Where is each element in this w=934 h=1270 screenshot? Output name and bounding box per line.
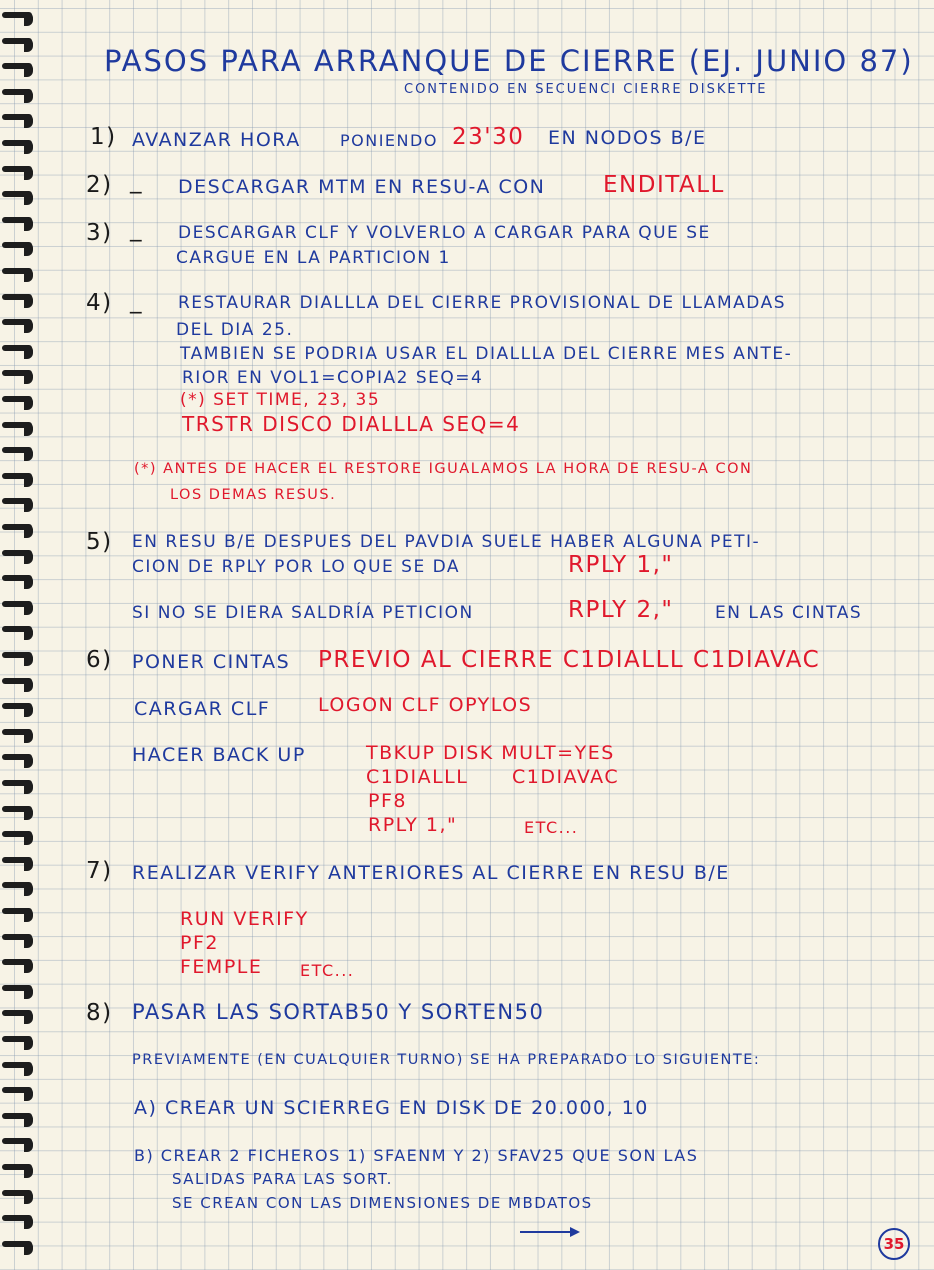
step-4-trstr: TRSTR DISCO DIALLLA SEQ=4 xyxy=(182,412,521,436)
spiral-coil xyxy=(2,10,40,24)
step-5-number: 5) xyxy=(86,529,113,555)
spiral-coil xyxy=(2,292,40,306)
step-8-text-e: SALIDAS PARA LAS SORT. xyxy=(172,1170,393,1188)
step-6-etc: ETC... xyxy=(524,818,579,837)
step-5-reply-2: RPLY 2," xyxy=(568,597,674,623)
spiral-coil xyxy=(2,1085,40,1099)
step-4-note-a: (*) ANTES DE HACER EL RESTORE IGUALAMOS LA HORA DE RESU-A CON xyxy=(134,461,753,477)
step-1-text-a: AVANZAR HORA xyxy=(132,129,301,151)
step-6-text-a: PONER CINTAS xyxy=(132,651,291,673)
step-6-c1diavac: C1DIAVAC xyxy=(512,766,620,788)
step-7-femple: FEMPLE xyxy=(180,956,263,978)
spiral-coil xyxy=(2,215,40,229)
step-3-text-a: DESCARGAR CLF Y VOLVERLO A CARGAR PARA QUE SE xyxy=(178,223,711,243)
step-3-dash: _ xyxy=(130,216,143,242)
spiral-coil xyxy=(2,522,40,536)
step-7-run-verify: RUN VERIFY xyxy=(180,908,309,930)
step-8-number: 8) xyxy=(86,1000,113,1026)
spiral-coil xyxy=(2,138,40,152)
step-3-number: 3) xyxy=(86,220,113,246)
spiral-coil xyxy=(2,599,40,613)
step-8-text-c: A) CREAR UN SCIERREG EN DISK DE 20.000, 10 xyxy=(134,1097,649,1119)
step-8-text-b: PREVIAMENTE (EN CUALQUIER TURNO) SE HA PREPARADO LO SIGUIENTE: xyxy=(132,1052,761,1068)
step-5-text-d: SI NO SE DIERA SALDRÍA PETICION xyxy=(132,603,474,623)
step-2-text-a: DESCARGAR MTM EN RESU-A CON xyxy=(178,176,546,198)
spiral-coil xyxy=(2,676,40,690)
spiral-coil xyxy=(2,317,40,331)
step-4-set-time: (*) SET TIME, 23, 35 xyxy=(180,390,381,410)
spiral-coil xyxy=(2,164,40,178)
spiral-coil xyxy=(2,752,40,766)
spiral-coil xyxy=(2,1136,40,1150)
spiral-coil xyxy=(2,112,40,126)
right-arrow-icon xyxy=(518,1224,582,1240)
spiral-coil xyxy=(2,855,40,869)
step-4-text-a: RESTAURAR DIALLLA DEL CIERRE PROVISIONAL DE LLAMADAS xyxy=(178,293,787,313)
step-4-number: 4) xyxy=(86,290,113,316)
spiral-coil xyxy=(2,266,40,280)
spiral-coil xyxy=(2,61,40,75)
spiral-coil xyxy=(2,1060,40,1074)
step-6-reply: RPLY 1," xyxy=(368,814,458,836)
spiral-coil xyxy=(2,36,40,50)
spiral-coil xyxy=(2,957,40,971)
spiral-coil xyxy=(2,1008,40,1022)
step-4-dash: _ xyxy=(130,288,143,314)
spiral-coil xyxy=(2,420,40,434)
step-6-c1diallll: C1DIALLL xyxy=(366,766,469,788)
spiral-coil xyxy=(2,368,40,382)
spiral-coil xyxy=(2,804,40,818)
step-6-number: 6) xyxy=(86,647,113,673)
spiral-binding xyxy=(0,0,46,1270)
step-5-text-b: CION DE RPLY POR LO QUE SE DA xyxy=(132,557,461,577)
step-4-text-d: RIOR EN VOL1=COPIA2 SEQ=4 xyxy=(182,368,484,388)
step-1-number: 1) xyxy=(90,124,117,150)
spiral-coil xyxy=(2,1111,40,1125)
spiral-coil xyxy=(2,573,40,587)
step-7-pf2: PF2 xyxy=(180,932,219,954)
spiral-coil xyxy=(2,983,40,997)
step-6-pf8: PF8 xyxy=(368,790,407,812)
spiral-coil xyxy=(2,829,40,843)
step-2-dash: _ xyxy=(130,168,143,194)
step-5-text-a: EN RESU B/E DESPUES DEL PAVDIA SUELE HABER ALGUNA PETI- xyxy=(132,532,761,552)
spiral-coil xyxy=(2,1213,40,1227)
spiral-coil xyxy=(2,496,40,510)
spiral-coil xyxy=(2,394,40,408)
step-8-text-a: PASAR LAS SORTAB50 Y SORTEN50 xyxy=(132,1000,545,1024)
step-1-text-d: EN NODOS B/E xyxy=(548,127,707,149)
spiral-coil xyxy=(2,1034,40,1048)
step-6-tbkup: TBKUP DISK MULT=YES xyxy=(366,742,615,764)
spiral-coil xyxy=(2,343,40,357)
step-1-value: 23'30 xyxy=(452,124,525,150)
spiral-coil xyxy=(2,932,40,946)
step-6-text-c: CARGAR CLF xyxy=(134,698,271,720)
step-5-text-f: EN LAS CINTAS xyxy=(715,603,863,623)
spiral-coil xyxy=(2,778,40,792)
spiral-coil xyxy=(2,701,40,715)
step-6-text-e: HACER BACK UP xyxy=(132,744,306,766)
step-7-number: 7) xyxy=(86,858,113,884)
step-4-text-c: TAMBIEN SE PODRIA USAR EL DIALLLA DEL CIERRE MES ANTE- xyxy=(180,344,793,364)
step-1-text-b: PONIENDO xyxy=(340,131,438,150)
step-4-note-b: LOS DEMAS RESUS. xyxy=(170,487,337,503)
step-7-text-a: REALIZAR VERIFY ANTERIORES AL CIERRE EN RESU B/E xyxy=(132,862,730,884)
spiral-coil xyxy=(2,650,40,664)
spiral-coil xyxy=(2,624,40,638)
spiral-coil xyxy=(2,189,40,203)
step-8-text-f: SE CREAN CON LAS DIMENSIONES DE MBDATOS xyxy=(172,1194,593,1212)
step-7-etc: ETC... xyxy=(300,961,355,980)
spiral-coil xyxy=(2,240,40,254)
spiral-coil xyxy=(2,1239,40,1253)
step-2-number: 2) xyxy=(86,172,113,198)
page-title: PASOS PARA ARRANQUE DE CIERRE (EJ. JUNIO 87) xyxy=(104,44,914,78)
page-number: 35 xyxy=(878,1228,910,1260)
page-subtitle: CONTENIDO EN SECUENCI CIERRE DISKETTE xyxy=(404,82,768,97)
step-2-command: ENDITALL xyxy=(603,172,725,198)
spiral-coil xyxy=(2,87,40,101)
step-4-text-b: DEL DIA 25. xyxy=(176,320,294,340)
step-6-tapes: PREVIO AL CIERRE C1DIALLL C1DIAVAC xyxy=(318,647,821,673)
spiral-coil xyxy=(2,1188,40,1202)
spiral-coil xyxy=(2,471,40,485)
step-3-text-b: CARGUE EN LA PARTICION 1 xyxy=(176,248,451,268)
spiral-coil xyxy=(2,445,40,459)
spiral-coil xyxy=(2,1162,40,1176)
spiral-coil xyxy=(2,727,40,741)
spiral-coil xyxy=(2,548,40,562)
spiral-coil xyxy=(2,880,40,894)
spiral-coil xyxy=(2,906,40,920)
step-5-reply-1: RPLY 1," xyxy=(568,552,674,578)
step-6-logon: LOGON CLF OPYLOS xyxy=(318,694,533,716)
step-8-text-d: B) CREAR 2 FICHEROS 1) SFAENM Y 2) SFAV25 QUE SON LAS xyxy=(134,1146,699,1165)
